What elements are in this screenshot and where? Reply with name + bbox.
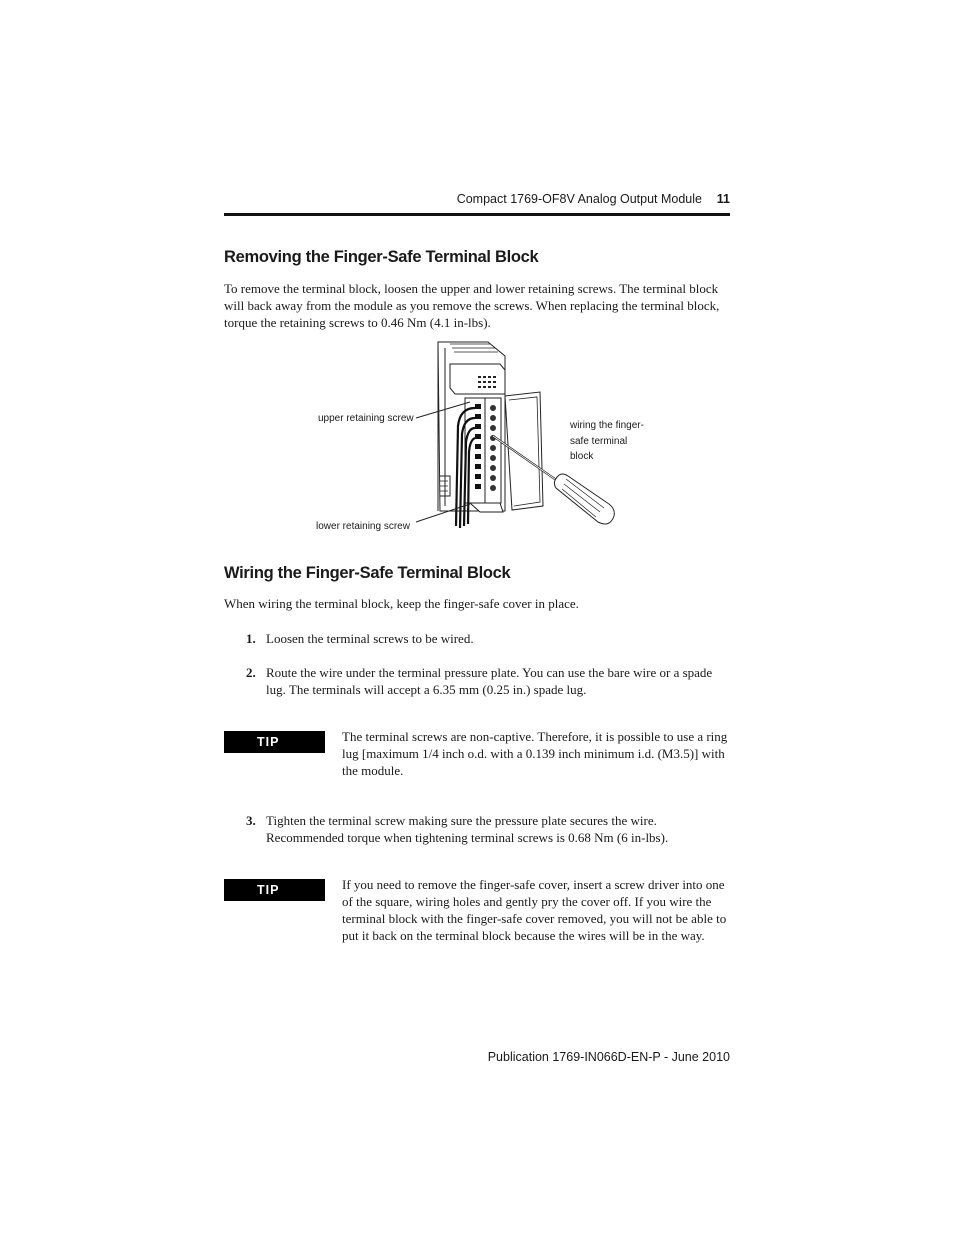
step-text: Route the wire under the terminal pressure plate. You can use the bare wire or a spade lug. The terminals will accept a 6.35 mm (0.25 in.) spade lug.	[266, 665, 713, 697]
step-number: 1.	[246, 631, 256, 646]
section-heading-wiring: Wiring the Finger-Safe Terminal Block	[224, 564, 511, 582]
callout-upper-retaining-screw: upper retaining screw	[318, 413, 414, 424]
step-number: 3.	[246, 813, 256, 828]
step-text: Loosen the terminal screws to be wired.	[266, 631, 474, 646]
section-heading-removing: Removing the Finger-Safe Terminal Block	[224, 248, 539, 266]
led-panel	[450, 364, 505, 394]
section-intro-wiring: When wiring the terminal block, keep the finger-safe cover in place.	[224, 596, 579, 611]
running-header-title: Compact 1769-OF8V Analog Output Module	[456, 192, 702, 206]
header-rule	[224, 213, 730, 216]
callout-wiring-terminal-block: wiring the finger-safe terminal block	[570, 420, 644, 462]
terminal-screws	[490, 405, 496, 491]
callout-lower-retaining-screw: lower retaining screw	[316, 521, 410, 532]
section-paragraph-removing: To remove the terminal block, loosen the upper and lower retaining screws. The terminal block will back away from the module as you remove the screws. When replacing the terminal block, torque the retaining screws to 0.46 Nm (4.1 in-lbs).	[224, 281, 720, 330]
publication-footer: Publication 1769-IN066D-EN-P - June 2010	[487, 1050, 730, 1064]
tip-text: If you need to remove the finger-safe cover, insert a screw driver into one of the square, wiring holes and gently pry the cover off. If you wire the terminal block with the finger-safe cover removed, you will not be able to put it back on the terminal block because the wires will be in the way.	[342, 877, 727, 943]
step-number: 2.	[246, 665, 256, 680]
page-number: 11	[716, 192, 730, 206]
step-text: Tighten the terminal screw making sure the pressure plate secures the wire. Recommended torque when tightening terminal screws is 0.68 Nm (6 in-lbs).	[266, 813, 669, 845]
tip-label: TIP	[224, 731, 325, 753]
tip-label: TIP	[224, 879, 325, 901]
tip-text: The terminal screws are non-captive. Therefore, it is possible to use a ring lug [maximum 1/4 inch o.d. with a 0.139 inch minimum i.d. (M3.5)] with the module.	[342, 729, 728, 778]
